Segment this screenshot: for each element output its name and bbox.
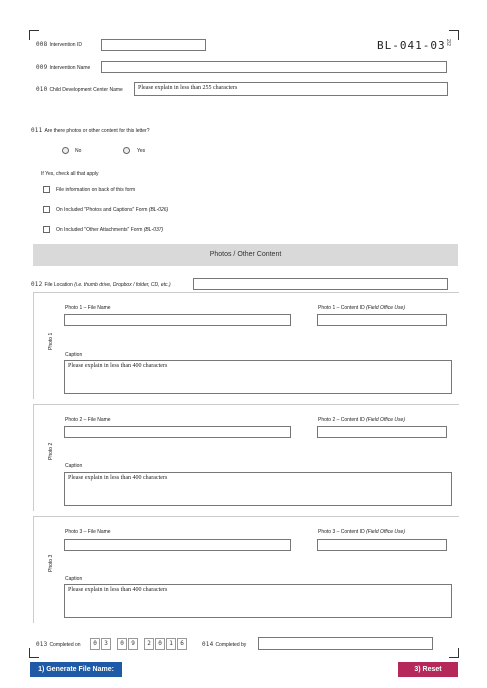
photo-1-file-name-label: Photo 1 – File Name bbox=[65, 305, 111, 311]
field-012-text: File Location bbox=[44, 282, 75, 288]
radio-no-label: No bbox=[75, 148, 82, 154]
radio-no[interactable] bbox=[62, 147, 69, 154]
corner-mark-top-left bbox=[29, 30, 39, 40]
field-012-number: 012 bbox=[31, 281, 43, 288]
date-digit[interactable]: 0 bbox=[90, 638, 100, 650]
checkbox-other-attachments-ref: (BL-037) bbox=[143, 227, 164, 233]
photo-1-content-id-text: Photo 1 – Content ID bbox=[318, 305, 367, 311]
field-009-text: Intervention Name bbox=[49, 65, 91, 71]
checkbox-photos-captions-label bbox=[56, 207, 168, 213]
field-013-number: 013 bbox=[36, 641, 48, 648]
field-011-number: 011 bbox=[31, 127, 43, 134]
date-digit[interactable]: 6 bbox=[177, 638, 187, 650]
field-012-label bbox=[31, 281, 171, 288]
photo-2-file-name-label: Photo 2 – File Name bbox=[65, 417, 111, 423]
date-digit[interactable]: 9 bbox=[128, 638, 138, 650]
intervention-id-input[interactable] bbox=[101, 39, 206, 51]
field-010-label bbox=[36, 86, 123, 93]
field-014-number: 014 bbox=[202, 641, 214, 648]
field-008-number: 008 bbox=[36, 41, 48, 48]
photo-3-side-label: Photo 3 bbox=[48, 554, 54, 572]
field-010-text: Child Development Center Name bbox=[49, 87, 123, 93]
date-digit[interactable]: 0 bbox=[155, 638, 165, 650]
date-digit[interactable]: 3 bbox=[101, 638, 111, 650]
photo-1-caption-textarea[interactable] bbox=[64, 360, 452, 394]
photo-1-caption-placeholder: Please explain in less than 400 characters bbox=[68, 363, 168, 369]
field-008-text: Intervention ID bbox=[49, 42, 82, 48]
photo-2-caption-textarea[interactable] bbox=[64, 472, 452, 506]
completed-by-input[interactable] bbox=[258, 637, 433, 650]
checkbox-photos-captions-text: On Included "Photos and Captions" Form bbox=[56, 207, 149, 213]
photo-1-content-id-hint: (Field Office Use) bbox=[366, 305, 405, 311]
photo-1-side-label: Photo 1 bbox=[48, 332, 54, 350]
field-011-text: Are there photos or other content for this letter? bbox=[44, 128, 150, 134]
photo-3-caption-placeholder: Please explain in less than 400 characters bbox=[68, 587, 168, 593]
photo-3-content-id-label bbox=[318, 529, 405, 535]
if-yes-instruction: If Yes, check all that apply bbox=[41, 171, 99, 177]
checkbox-photos-captions[interactable] bbox=[43, 206, 50, 213]
checkbox-other-attachments[interactable] bbox=[43, 226, 50, 233]
checkbox-file-info-text: File information on back of this form bbox=[56, 187, 136, 193]
photo-2-content-id-input[interactable] bbox=[317, 426, 447, 438]
intervention-name-input[interactable] bbox=[101, 61, 447, 73]
field-013-label bbox=[36, 641, 81, 648]
field-011-label bbox=[31, 127, 150, 134]
field-014-label bbox=[202, 641, 246, 648]
photo-2-content-id-text: Photo 2 – Content ID bbox=[318, 417, 367, 423]
field-012-hint: (i.e. thumb drive, Dropbox / folder, CD, etc.) bbox=[74, 282, 171, 288]
photo-3-file-name-label: Photo 3 – File Name bbox=[65, 529, 111, 535]
photo-2-side-label: Photo 2 bbox=[48, 442, 54, 460]
corner-mark-bottom-right bbox=[449, 648, 459, 658]
generate-file-name-button[interactable]: 1) Generate File Name: bbox=[30, 662, 122, 677]
photo-3-content-id-text: Photo 3 – Content ID bbox=[318, 529, 367, 535]
corner-mark-bottom-left bbox=[29, 648, 39, 658]
photo-1-caption-label: Caption bbox=[65, 352, 83, 358]
checkbox-file-info[interactable] bbox=[43, 186, 50, 193]
checkbox-other-attachments-label bbox=[56, 227, 163, 233]
photo-3-content-id-input[interactable] bbox=[317, 539, 447, 551]
date-digit[interactable]: 1 bbox=[166, 638, 176, 650]
photo-1-file-name-input[interactable] bbox=[64, 314, 291, 326]
photo-3-caption-label: Caption bbox=[65, 576, 83, 582]
file-location-input[interactable] bbox=[193, 278, 448, 290]
field-013-text: Completed on bbox=[49, 642, 81, 648]
photo-3-file-name-input[interactable] bbox=[64, 539, 291, 551]
date-digit[interactable]: 2 bbox=[144, 638, 154, 650]
photo-1-content-id-input[interactable] bbox=[317, 314, 447, 326]
form-code: BL-041-03 bbox=[377, 39, 446, 52]
field-008-label bbox=[36, 41, 82, 48]
checkbox-other-attachments-text: On Included "Other Attachments" Form bbox=[56, 227, 144, 233]
reset-button[interactable]: 3) Reset bbox=[398, 662, 458, 677]
radio-yes-label: Yes bbox=[137, 148, 146, 154]
photo-2-caption-placeholder: Please explain in less than 400 characters bbox=[68, 475, 168, 481]
photo-2-caption-label: Caption bbox=[65, 463, 83, 469]
photo-2-file-name-input[interactable] bbox=[64, 426, 291, 438]
field-009-label bbox=[36, 64, 90, 71]
child-development-center-input[interactable] bbox=[134, 82, 448, 96]
child-development-center-placeholder: Please explain in less than 255 characters bbox=[138, 85, 238, 91]
photo-2-content-id-label bbox=[318, 417, 405, 423]
section-title-photos-other-content: Photos / Other Content bbox=[33, 244, 458, 266]
field-009-number: 009 bbox=[36, 64, 48, 71]
field-010-number: 010 bbox=[36, 86, 48, 93]
date-digit[interactable]: 0 bbox=[117, 638, 127, 650]
checkbox-file-info-label bbox=[56, 187, 135, 193]
photo-1-content-id-label bbox=[318, 305, 405, 311]
checkbox-photos-captions-ref: (BL-026) bbox=[148, 207, 169, 213]
radio-yes[interactable] bbox=[123, 147, 130, 154]
photo-2-content-id-hint: (Field Office Use) bbox=[366, 417, 405, 423]
page-number: 2/2 bbox=[445, 39, 451, 46]
photo-3-content-id-hint: (Field Office Use) bbox=[366, 529, 405, 535]
field-014-text: Completed by bbox=[215, 642, 247, 648]
photo-3-caption-textarea[interactable] bbox=[64, 584, 452, 618]
